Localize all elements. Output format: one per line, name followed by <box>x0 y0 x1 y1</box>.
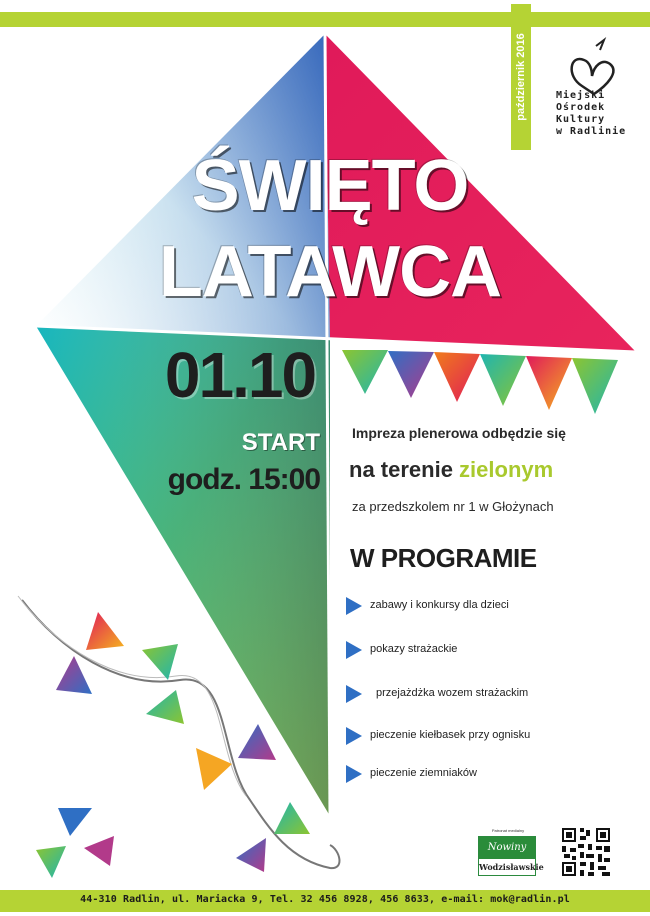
triangle-bullet-icon <box>346 641 362 659</box>
title-line-2: LATAWCA <box>158 232 502 312</box>
title-line-1: ŚWIĘTO <box>191 146 469 226</box>
logo-line: w Radlinie <box>556 126 627 137</box>
organizer-logo-text <box>556 90 636 138</box>
triangle-bullet-icon <box>346 765 362 783</box>
program-title: W PROGRAMIE <box>350 543 537 573</box>
program-item <box>346 764 606 784</box>
footer-contact: 44-310 Radlin, ul. Mariacka 9, Tel. 32 456 8928, 456 8633, e-mail: mok@radlin.pl <box>80 894 570 905</box>
triangle-bullet-icon <box>346 597 362 615</box>
program-item-label: pieczenie kiełbasek przy ognisku <box>370 729 531 741</box>
program-item <box>346 726 606 746</box>
info-line-1: Impreza plenerowa odbędzie się <box>352 425 566 441</box>
triangle-bullet-icon <box>346 727 362 745</box>
date-strip <box>511 4 531 150</box>
program-item <box>346 640 606 660</box>
mok-logo-icon <box>572 40 614 94</box>
triangle-bullet-icon <box>346 685 362 703</box>
program-item <box>346 684 606 704</box>
bunting-flags <box>342 350 618 414</box>
program-item <box>346 596 606 616</box>
program-item-label: pokazy strażackie <box>370 643 458 655</box>
program-item-label: przejażdżka wozem strażackim <box>376 687 529 699</box>
event-date: 01.10 <box>164 339 316 411</box>
logo-line: Miejski <box>556 90 606 101</box>
logo-line: Ośrodek <box>556 102 606 113</box>
logo-line: Kultury <box>556 114 606 125</box>
info-line-2-highlight: zielonym <box>459 457 554 482</box>
program-item-label: zabawy i konkursy dla dzieci <box>370 599 509 611</box>
patron-logo <box>478 836 544 876</box>
event-time: godz. 15:00 <box>167 463 320 496</box>
qr-code-icon <box>560 826 612 878</box>
patron-logo-bottom: Wodzisławskie <box>479 862 544 872</box>
start-label: START <box>241 429 320 456</box>
patron-logo-top: Nowiny <box>479 837 535 859</box>
info-line-2-prefix: na terenie <box>349 457 460 482</box>
patron-caption: Patronat medialny <box>491 828 525 833</box>
date-strip-text: październik 2016 <box>515 33 527 121</box>
program-item-label: pieczenie ziemniaków <box>370 767 477 779</box>
info-line-2 <box>349 457 629 483</box>
info-line-3: za przedszkolem nr 1 w Głożynach <box>352 499 554 514</box>
